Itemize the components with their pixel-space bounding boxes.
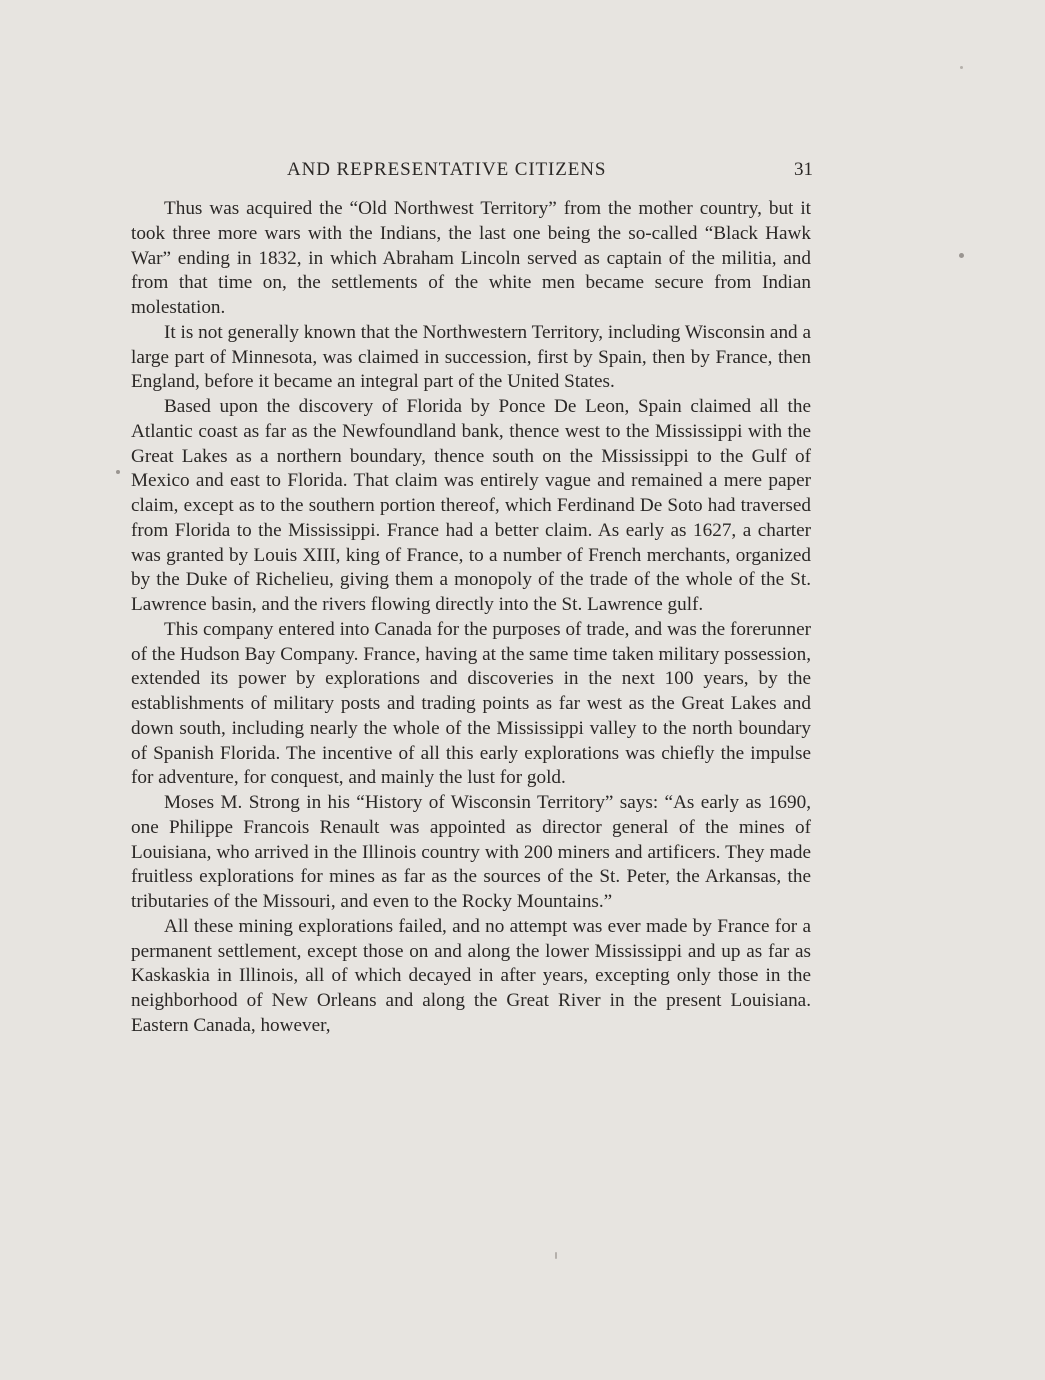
running-head <box>131 156 813 184</box>
running-title: AND REPRESENTATIVE CITIZENS <box>287 159 607 180</box>
paragraph: Moses M. Strong in his “History of Wisconsin Territory” says: “As early as 1690, one Philippe Francois Renault was appointed as director general of the mines of Louisiana, who arrived in the Illinois country with 200 miners and artificers. They made fruitless explorations for mines as far as the sources of the St. Peter, the Arkansas, the tributaries of the Missouri, and even to the Rocky Mountains.” <box>131 792 811 912</box>
page-number: 31 <box>794 159 813 180</box>
body-text <box>131 197 811 1039</box>
paragraph: This company entered into Canada for the purposes of trade, and was the forerunner of the Hudson Bay Company. France, having at the same time taken military possession, extended its power by explorations and discoveries in the next 100 years, by the establishments of military posts and trading points as far west as the Great Lakes and down south, including nearly the whole of the Mississippi valley to the north boundary of Spanish Florida. The incentive of all this early explorations was chiefly the impulse for adventure, for conquest, and mainly the lust for gold. <box>131 618 811 789</box>
paper-speck <box>960 66 963 69</box>
paper-speck <box>555 1252 557 1259</box>
paragraph: Based upon the discovery of Florida by Ponce De Leon, Spain claimed all the Atlantic coast as far as the Newfoundland bank, thence west to the Mississippi with the Great Lakes as a northern boundary, thence south on the Mississippi to the Gulf of Mexico and east to Florida. That claim was entirely vague and remained a mere paper claim, except as to the southern portion thereof, which Ferdinand De Soto had traversed from Florida to the Mississippi. France had a better claim. As early as 1627, a charter was granted by Louis XIII, king of France, to a number of French merchants, organized by the Duke of Richelieu, giving them a monopoly of the trade of the whole of the St. Lawrence basin, and the rivers flowing directly into the St. Lawrence gulf. <box>131 396 811 615</box>
paper-speck <box>116 470 120 474</box>
paper-speck <box>959 253 964 258</box>
paragraph: Thus was acquired the “Old Northwest Territory” from the mother country, but it took three more wars with the Indians, the last one being the so-called “Black Hawk War” ending in 1832, in which Abraham Lincoln served as captain of the militia, and from that time on, the settlements of the white men became secure from Indian molestation. <box>131 198 811 318</box>
paragraph: It is not generally known that the Northwestern Territory, including Wisconsin and a large part of Minnesota, was claimed in succession, first by Spain, then by France, then England, before it became an integral part of the United States. <box>131 321 811 393</box>
paragraph: All these mining explorations failed, and no attempt was ever made by France for a permanent settlement, except those on and along the lower Mississippi and up as far as Kaskaskia in Illinois, all of which decayed in after years, excepting only those in the neighborhood of New Orleans and along the Great River in the present Louisiana. Eastern Canada, however, <box>131 915 811 1036</box>
